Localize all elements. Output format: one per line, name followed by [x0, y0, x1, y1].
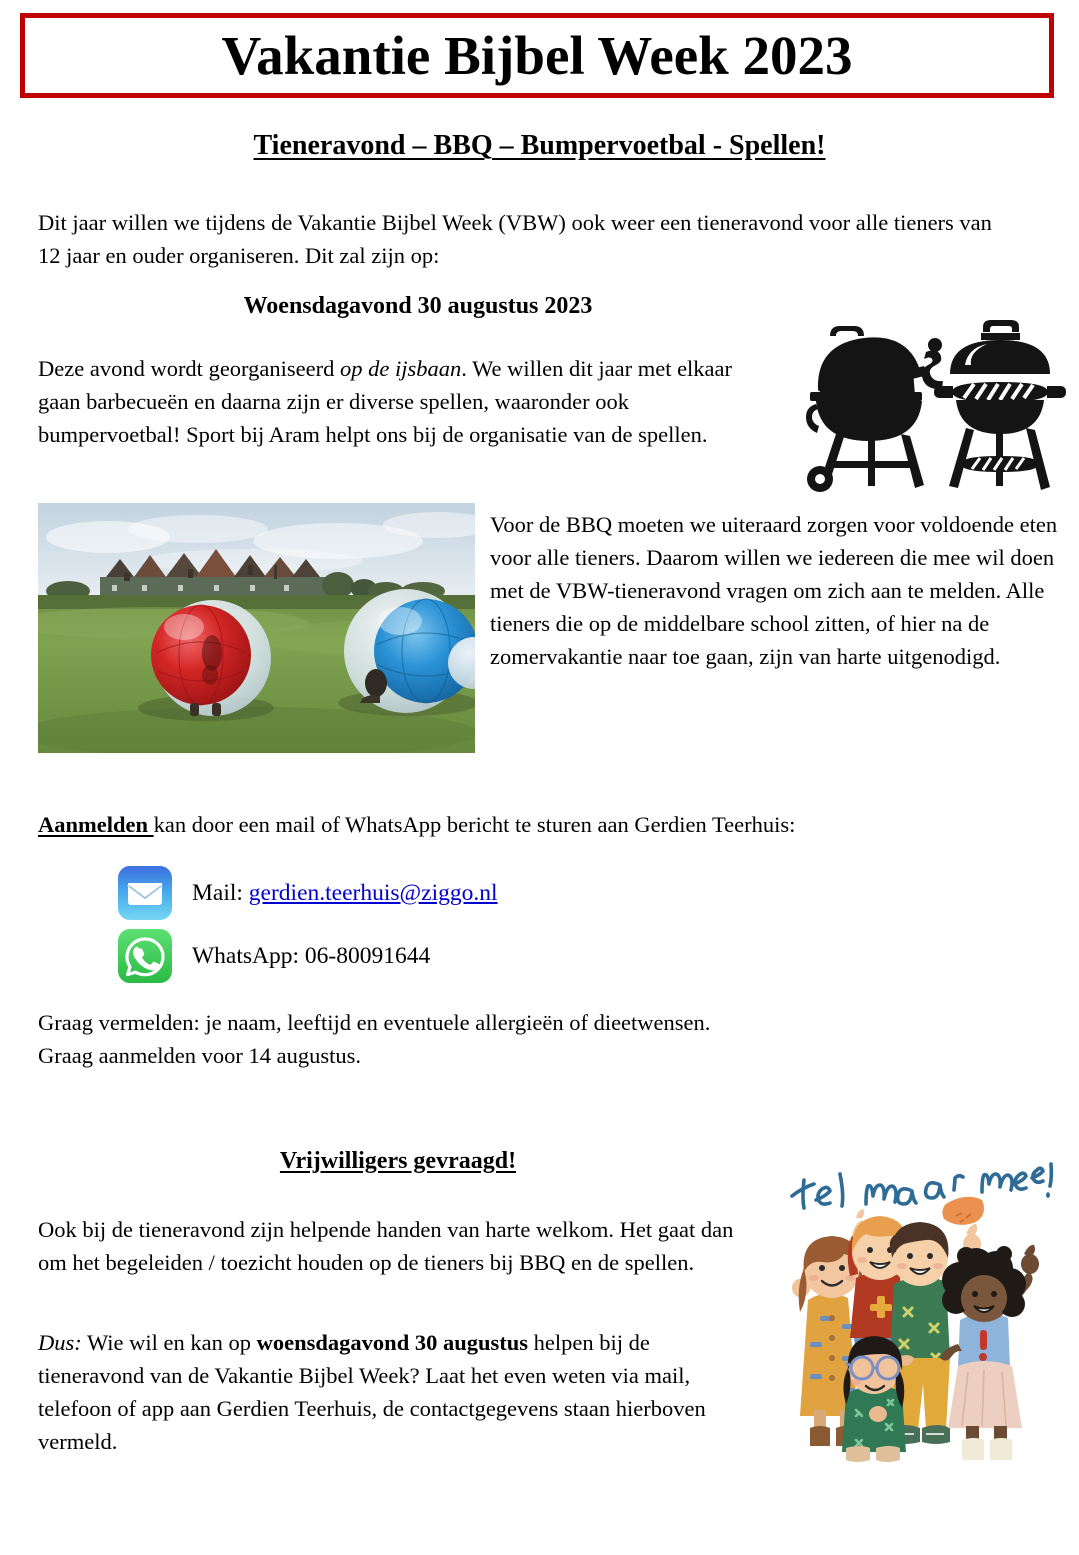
signup-details-paragraph — [38, 1006, 838, 1072]
title-banner — [20, 13, 1054, 98]
kids-caption-lettering — [792, 1164, 1051, 1208]
mail-address-link[interactable]: gerdien.teerhuis@ziggo.nl — [248, 879, 498, 906]
volunteers-heading-text: Vrijwilligers gevraagd! — [279, 1148, 517, 1174]
aanmelden-rest: kan door een mail of WhatsApp bericht te sturen aan Gerdien Teerhuis: — [153, 812, 796, 837]
bbq-grills-clipart — [800, 308, 1070, 496]
deze-lead: Deze avond wordt georganiseerd — [38, 356, 340, 381]
contact-row-whatsapp — [118, 929, 430, 983]
event-date-heading: Woensdagavond 30 augustus 2023 — [243, 293, 593, 319]
volunteers-paragraph: Ook bij de tieneravond zijn helpende handen van harte welkom. Het gaat dan om het begeleiden / toezicht houden op de tieners bij BBQ en de spellen. — [38, 1217, 734, 1275]
whatsapp-line: WhatsApp: 06-80091644 — [192, 942, 431, 969]
dus-part-1: Wie wil en kan op — [81, 1330, 257, 1355]
graag-line-1: Graag vermelden: je naam, leeftijd en eventuele allergieën of dieetwensen. — [38, 1010, 711, 1035]
volunteers-call-paragraph — [38, 1326, 738, 1458]
subtitle-heading: Tieneravond – BBQ – Bumpervoetbal - Spellen! — [253, 130, 826, 161]
bbq-signup-paragraph: Voor de BBQ moeten we uiteraard zorgen voor voldoende eten voor alle tieners. Daarom willen we iedereen die mee wil doen met de VBW-tieneravond vragen om zich aan te melden. Alle tieners die op de middelbare school zitten, of hier na de zomervakantie naar toe gaan, zijn van harte uitgenodigd. — [490, 512, 1058, 669]
dus-part-2: helpen bij de tieneravond van de Vakantie Bijbel Week? Laat het even weten via mail, telefoon of app aan Gerdien Teerhuis, de contactgegevens staan hierboven vermeld. — [38, 1330, 706, 1454]
kids-group-illustration — [770, 1148, 1060, 1466]
graag-line-2: Graag aanmelden voor 14 augustus. — [38, 1043, 362, 1068]
volunteers-heading — [38, 1148, 758, 1175]
dus-date-emphasis: woensdagavond 30 augustus — [256, 1330, 528, 1355]
dus-label: Dus: — [38, 1330, 82, 1355]
location-emphasis: op de ijsbaan — [339, 356, 462, 381]
page-title: Vakantie Bijbel Week 2023 — [221, 25, 853, 86]
mail-label: Mail: — [192, 879, 249, 906]
mail-line — [192, 880, 498, 907]
event-description-paragraph — [38, 352, 758, 451]
aanmelden-label: Aanmelden — [38, 812, 154, 837]
deze-rest: . We willen dit jaar met elkaar gaan barbecueën en daarna zijn er diverse spellen, waaronder ook bumpervoetbal! Sport bij Aram helpt ons bij de organisatie van de spellen. — [38, 356, 733, 447]
intro-paragraph: Dit jaar willen we tijdens de Vakantie Bijbel Week (VBW) ook weer een tieneravond voor alle tieners van 12 jaar en ouder organiseren. Dit zal zijn op: — [38, 210, 992, 268]
contact-row-mail — [118, 866, 498, 920]
mail-envelope-icon — [118, 866, 172, 920]
bumperball-field-photo — [38, 503, 475, 753]
whatsapp-icon — [118, 929, 172, 983]
signup-intro-paragraph — [38, 808, 998, 841]
